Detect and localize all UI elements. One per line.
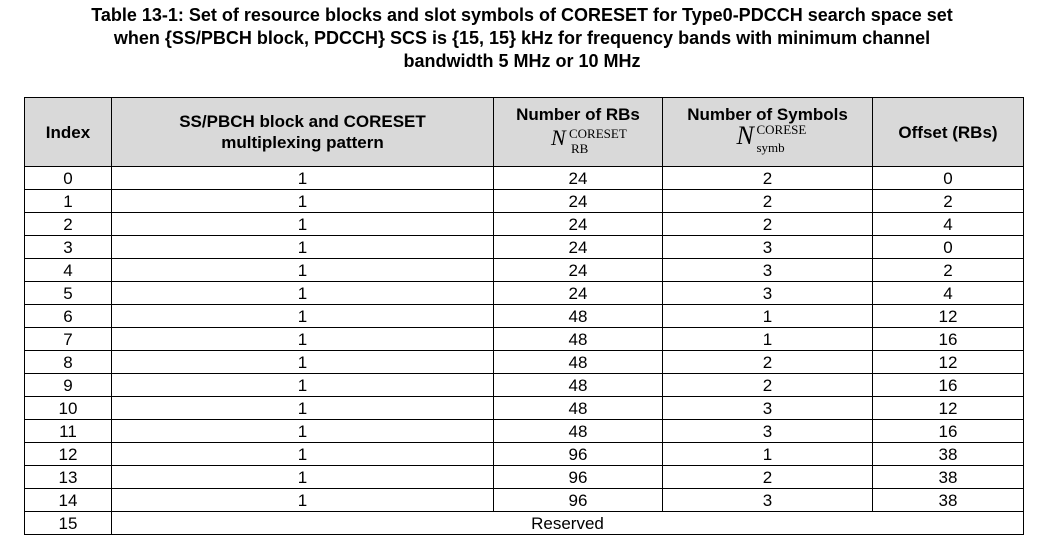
- cell-symbols: 3: [663, 420, 873, 443]
- table-row: [25, 190, 1024, 213]
- caption-line-2: when {SS/PBCH block, PDCCH} SCS is {15, 15} kHz for frequency bands with minimum channel: [113, 28, 931, 48]
- cell-pattern: 1: [112, 489, 494, 512]
- coreset-table: [24, 97, 1024, 535]
- header-offset: Offset (RBs): [873, 98, 1024, 167]
- header-symbols-symbol: [723, 121, 813, 155]
- cell-index: 3: [25, 236, 112, 259]
- cell-rbs: 96: [494, 489, 663, 512]
- cell-index: 8: [25, 351, 112, 374]
- cell-offset: 38: [873, 466, 1024, 489]
- symbols-symbol-sup: CORESE: [756, 122, 807, 137]
- cell-pattern: 1: [112, 397, 494, 420]
- header-index: Index: [25, 98, 112, 167]
- cell-index: 15: [25, 512, 112, 535]
- header-rbs-label: Number of RBs: [516, 105, 640, 124]
- cell-index: 10: [25, 397, 112, 420]
- cell-pattern: 1: [112, 443, 494, 466]
- cell-rbs: 96: [494, 443, 663, 466]
- cell-index: 9: [25, 374, 112, 397]
- cell-pattern: 1: [112, 259, 494, 282]
- cell-index: 14: [25, 489, 112, 512]
- cell-index: 11: [25, 420, 112, 443]
- cell-pattern: 1: [112, 236, 494, 259]
- cell-index: 6: [25, 305, 112, 328]
- cell-pattern: 1: [112, 374, 494, 397]
- cell-rbs: 48: [494, 420, 663, 443]
- cell-symbols: 1: [663, 328, 873, 351]
- symbols-symbol-n: N: [736, 121, 754, 150]
- cell-symbols: 3: [663, 236, 873, 259]
- table-row: [25, 167, 1024, 190]
- table-row: [25, 328, 1024, 351]
- table-row: [25, 236, 1024, 259]
- caption-line-1: Table 13-1: Set of resource blocks and slot symbols of CORESET for Type0-PDCCH search space set: [91, 5, 953, 25]
- cell-symbols: 1: [663, 305, 873, 328]
- cell-rbs: 24: [494, 236, 663, 259]
- cell-offset: 12: [873, 351, 1024, 374]
- cell-rbs: 96: [494, 466, 663, 489]
- cell-index: 5: [25, 282, 112, 305]
- cell-symbols: 3: [663, 489, 873, 512]
- cell-offset: 0: [873, 167, 1024, 190]
- cell-rbs: 48: [494, 328, 663, 351]
- cell-offset: 38: [873, 489, 1024, 512]
- rbs-symbol-n: N: [551, 125, 566, 150]
- cell-pattern: 1: [112, 351, 494, 374]
- cell-index: 7: [25, 328, 112, 351]
- table-row: [25, 466, 1024, 489]
- cell-offset: 12: [873, 305, 1024, 328]
- table-row: [25, 420, 1024, 443]
- cell-rbs: 24: [494, 167, 663, 190]
- symbols-symbol-sub: symb: [756, 140, 785, 155]
- table-row: [25, 443, 1024, 466]
- header-symbols-label: Number of Symbols: [687, 105, 848, 124]
- cell-rbs: 48: [494, 305, 663, 328]
- cell-symbols: 1: [663, 443, 873, 466]
- cell-index: 2: [25, 213, 112, 236]
- cell-symbols: 2: [663, 466, 873, 489]
- header-row: [25, 98, 1024, 167]
- cell-rbs: 24: [494, 213, 663, 236]
- cell-symbols: 3: [663, 259, 873, 282]
- cell-rbs: 24: [494, 259, 663, 282]
- cell-index: 4: [25, 259, 112, 282]
- header-symbols: [663, 98, 873, 167]
- cell-symbols: 2: [663, 374, 873, 397]
- table-row: [25, 305, 1024, 328]
- cell-rbs: 48: [494, 397, 663, 420]
- table-body: [25, 167, 1024, 535]
- header-pattern: [112, 98, 494, 167]
- table-row: [25, 213, 1024, 236]
- cell-symbols: 2: [663, 190, 873, 213]
- cell-index: 12: [25, 443, 112, 466]
- rbs-symbol-sub: RB: [571, 141, 589, 156]
- table-row: [25, 351, 1024, 374]
- cell-index: 13: [25, 466, 112, 489]
- cell-symbols: 2: [663, 351, 873, 374]
- cell-pattern: 1: [112, 190, 494, 213]
- cell-offset: 38: [873, 443, 1024, 466]
- cell-offset: 12: [873, 397, 1024, 420]
- rbs-symbol-sup: CORESET: [569, 126, 627, 141]
- table-row: [25, 374, 1024, 397]
- cell-rbs: 24: [494, 190, 663, 213]
- cell-offset: 2: [873, 259, 1024, 282]
- cell-offset: 16: [873, 328, 1024, 351]
- cell-symbols: 3: [663, 397, 873, 420]
- cell-pattern: 1: [112, 213, 494, 236]
- cell-rbs: 48: [494, 374, 663, 397]
- cell-rbs: 24: [494, 282, 663, 305]
- cell-offset: 2: [873, 190, 1024, 213]
- table-caption: [0, 4, 1044, 73]
- caption-line-3: bandwidth 5 MHz or 10 MHz: [403, 51, 641, 71]
- cell-index: 1: [25, 190, 112, 213]
- cell-symbols: 2: [663, 213, 873, 236]
- cell-pattern: 1: [112, 305, 494, 328]
- table-row: [25, 489, 1024, 512]
- cell-offset: 16: [873, 374, 1024, 397]
- cell-offset: 16: [873, 420, 1024, 443]
- cell-pattern: 1: [112, 282, 494, 305]
- cell-offset: 0: [873, 236, 1024, 259]
- table-row: [25, 397, 1024, 420]
- cell-pattern: 1: [112, 167, 494, 190]
- cell-rbs: 48: [494, 351, 663, 374]
- header-rbs: [494, 98, 663, 167]
- cell-symbols: 3: [663, 282, 873, 305]
- cell-reserved: Reserved: [112, 512, 1024, 535]
- cell-index: 0: [25, 167, 112, 190]
- table-row-reserved: [25, 512, 1024, 535]
- header-pattern-line-2: multiplexing pattern: [221, 133, 384, 152]
- cell-pattern: 1: [112, 328, 494, 351]
- cell-pattern: 1: [112, 420, 494, 443]
- cell-offset: 4: [873, 282, 1024, 305]
- cell-offset: 4: [873, 213, 1024, 236]
- table-row: [25, 259, 1024, 282]
- cell-pattern: 1: [112, 466, 494, 489]
- header-pattern-line-1: SS/PBCH block and CORESET: [179, 112, 426, 131]
- table-row: [25, 282, 1024, 305]
- cell-symbols: 2: [663, 167, 873, 190]
- header-rbs-symbol: [533, 125, 627, 156]
